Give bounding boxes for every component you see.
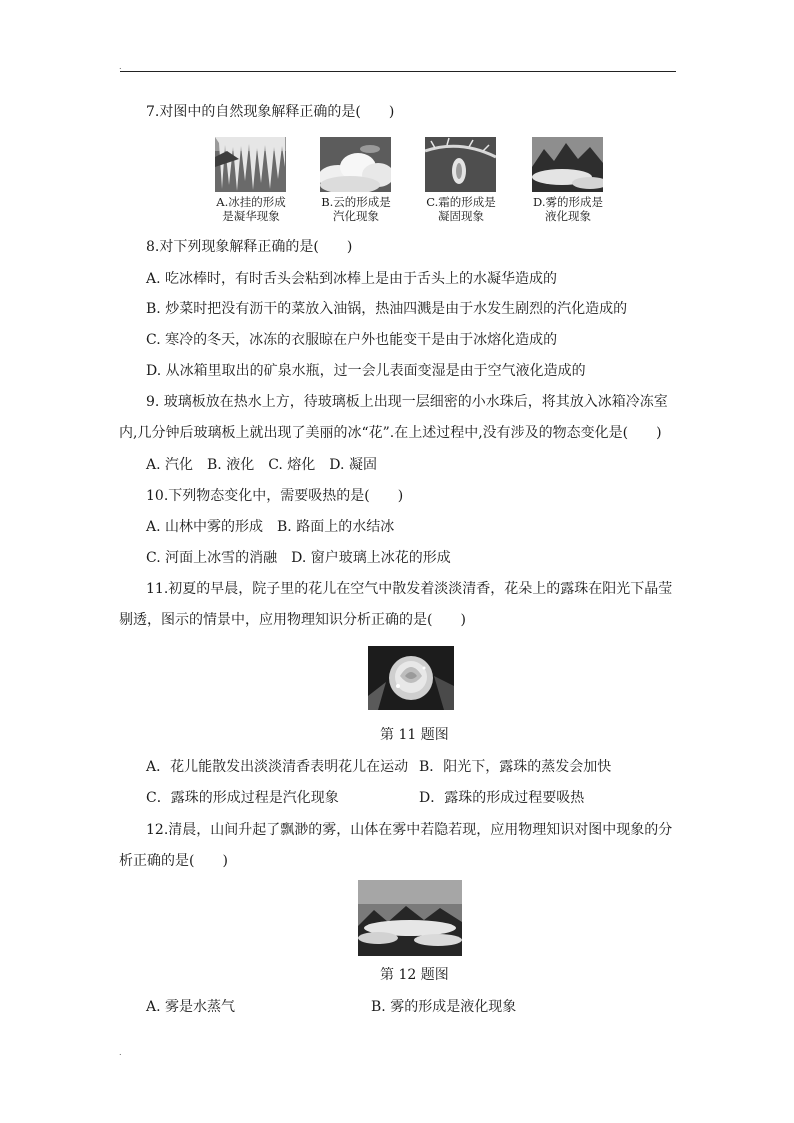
q7-option-d [523,195,613,223]
q9-stem-line1: 9. 玻璃板放在热水上方，待玻璃板上出现一层细密的小水珠后，将其放入冰箱冷冻室 [146,394,668,410]
q11-stem-line2: 剔透，图示的情景中，应用物理知识分析正确的是( ) [119,612,466,628]
q7-option-a [206,195,296,223]
clouds-image [320,137,391,192]
q8-option-b: B. 炒菜时把没有沥干的菜放入油锅，热油四溅是由于水发生剧烈的汽化造成的 [146,301,628,317]
q7-option-c [416,195,506,223]
mountain-fog-photo [358,880,462,956]
q9-options: A. 汽化 B. 液化 C. 熔化 D. 凝固 [146,457,377,473]
q12-option-b: B. 雾的形成是液化现象 [371,999,517,1015]
q7-option-d-line2: 液化现象 [545,209,591,223]
q7-option-b [311,195,401,223]
q7-option-c-line1: C.霜的形成是 [426,195,496,209]
q11-option-b: B．阳光下，露珠的蒸发会加快 [419,759,612,775]
q7-option-b-line1: B.云的形成是 [321,195,391,209]
q8-option-a: A. 吃冰棒时，有时舌头会粘到冰棒上是由于舌头上的水凝华造成的 [146,271,558,287]
q11-option-d: D．露珠的形成过程要吸热 [419,790,585,806]
rose-dew-image [368,646,454,710]
q7-option-a-line1: A.冰挂的形成 [216,195,286,209]
q7-option-d-line1: D.雾的形成是 [533,195,603,209]
q12-figure-caption: 第 12 题图 [380,967,449,983]
q11-option-a: A．花儿能散发出淡淡清香表明花儿在运动 [146,759,409,775]
q7-stem: 7.对图中的自然现象解释正确的是( ) [146,104,395,120]
q12-stem-line1: 12.清晨，山间升起了飘渺的雾，山体在雾中若隐若现，应用物理知识对图中现象的分 [146,822,673,838]
q8-option-c: C. 寒冷的冬天，冰冻的衣服晾在户外也能变干是由于冰熔化造成的 [146,332,558,348]
header-dot: . [119,62,122,71]
q7-option-c-line2: 凝固现象 [438,209,484,223]
q12-stem-line2: 析正确的是( ) [119,853,228,869]
icicles-image [215,137,286,192]
q7-option-b-line2: 汽化现象 [333,209,379,223]
q10-stem: 10.下列物态变化中，需要吸热的是( ) [146,488,404,504]
q8-option-d: D. 从冰箱里取出的矿泉水瓶，过一会儿表面变湿是由于空气液化造成的 [146,363,586,379]
mountain-fog-image [532,137,603,192]
q7-option-a-line2: 是凝华现象 [222,209,280,223]
frost-image [425,137,496,192]
q12-option-a: A. 雾是水蒸气 [146,999,236,1015]
header-rule [120,71,676,72]
q11-stem-line1: 11.初夏的早晨，院子里的花儿在空气中散发着淡淡清香，花朵上的露珠在阳光下晶莹 [146,581,673,597]
q8-stem: 8.对下列现象解释正确的是( ) [146,239,353,255]
q9-stem-line2: 内,几分钟后玻璃板上就出现了美丽的冰“花”.在上述过程中,没有涉及的物态变化是( ) [119,425,662,441]
q10-options-cd: C. 河面上冰雪的消融 D. 窗户玻璃上冰花的形成 [146,550,451,566]
q11-option-c: C．露珠的形成过程是汽化现象 [146,790,339,806]
q10-options-ab: A. 山林中雾的形成 B. 路面上的水结冰 [146,519,395,535]
q11-figure-caption: 第 11 题图 [380,727,449,743]
footer-dot: . [119,1048,122,1057]
